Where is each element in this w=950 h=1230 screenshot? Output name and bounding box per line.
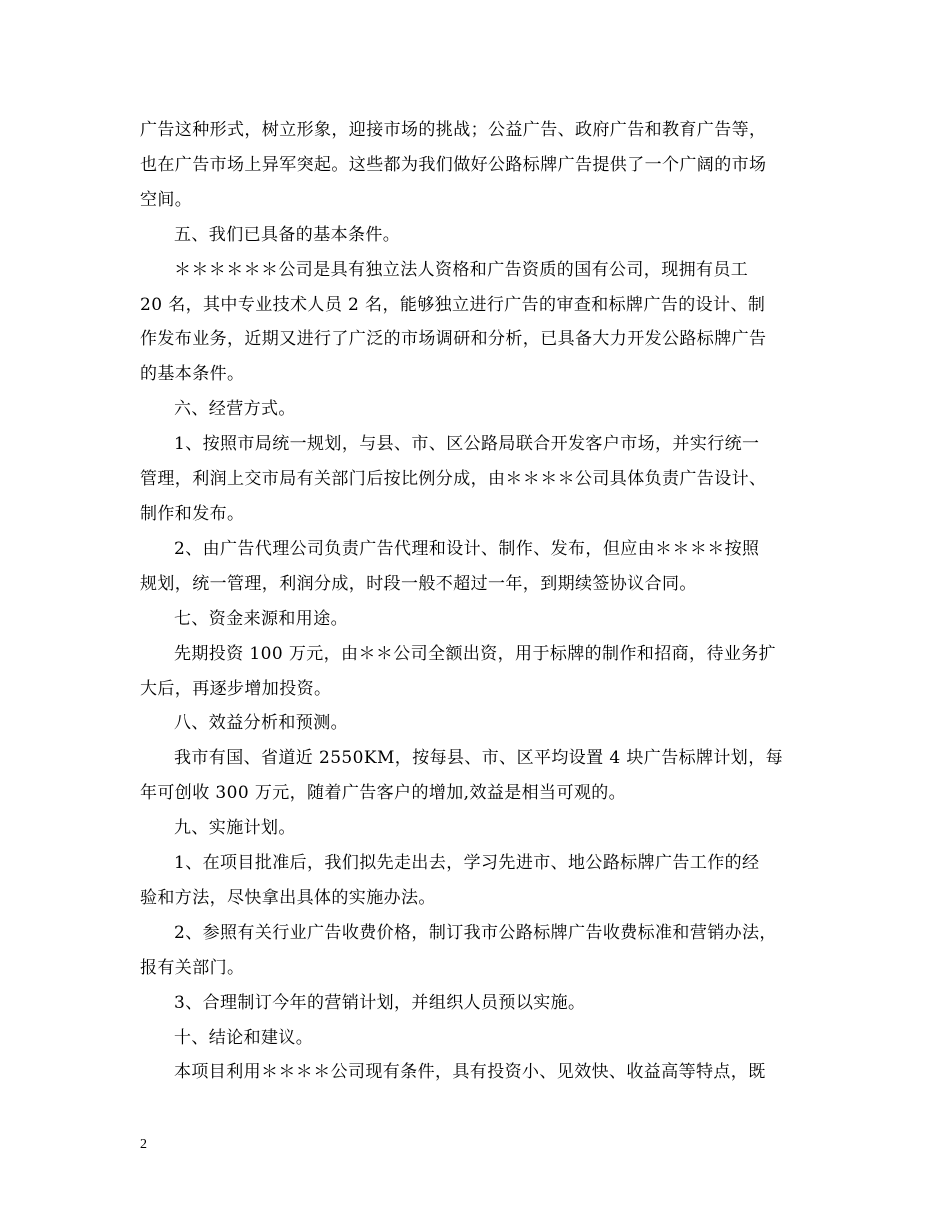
text-line: 六、经营方式。 xyxy=(174,399,296,420)
text-line: 制作和发布。 xyxy=(140,503,245,524)
text-line: 规划，统一管理，利润分成，时段一般不超过一年，到期续签协议合同。 xyxy=(140,573,697,594)
text-line: 空间。 xyxy=(140,189,193,210)
text-line: 年可创收 300 万元，随着广告客户的增加,效益是相当可观的。 xyxy=(140,783,627,804)
text-line: 报有关部门。 xyxy=(140,957,245,978)
text-line: 大后，再逐步增加投资。 xyxy=(140,678,332,699)
text-line: 1、在项目批准后，我们拟先走出去，学习先进市、地公路标牌广告工作的经 xyxy=(174,853,760,874)
text-line: 本项目利用＊＊＊＊公司现有条件，具有投资小、见效快、收益高等特点，既 xyxy=(174,1062,766,1083)
text-line: 3、合理制订今年的营销计划，并组织人员预以实施。 xyxy=(174,992,586,1013)
text-line: 20 名，其中专业技术人员 2 名，能够独立进行广告的审查和标牌广告的设计、制 xyxy=(140,294,766,315)
text-line: 八、效益分析和预测。 xyxy=(174,713,348,734)
text-line: 七、资金来源和用途。 xyxy=(174,608,348,629)
text-line: 管理，利润上交市局有关部门后按比例分成，由＊＊＊＊公司具体负责广告设计、 xyxy=(140,469,767,490)
page-number: 2 xyxy=(140,1137,147,1152)
text-line: 十、结论和建议。 xyxy=(174,1027,314,1048)
text-line: 广告这种形式，树立形象，迎接市场的挑战；公益广告、政府广告和教育广告等， xyxy=(140,120,767,140)
text-line: 1、按照市局统一规划，与县、市、区公路局联合开发客户市场，并实行统一 xyxy=(174,434,760,455)
text-line: 作发布业务，近期又进行了广泛的市场调研和分析，已具备大力开发公路标牌广告 xyxy=(140,329,767,350)
text-line: 我市有国、省道近 2550KM，按每县、市、区平均设置 4 块广告标牌计划，每 xyxy=(174,748,783,769)
document-body xyxy=(140,113,812,1090)
text-line: 也在广告市场上异军突起。这些都为我们做好公路标牌广告提供了一个广阔的市场 xyxy=(140,154,767,175)
text-line: ＊＊＊＊＊＊公司是具有独立法人资格和广告资质的国有公司，现拥有员工 xyxy=(174,259,749,280)
text-line: 验和方法，尽快拿出具体的实施办法。 xyxy=(140,887,436,908)
text-line: 五、我们已具备的基本条件。 xyxy=(174,224,401,245)
text-line: 先期投资 100 万元，由＊＊公司全额出资，用于标牌的制作和招商，待业务扩 xyxy=(174,643,777,664)
text-line: 2、参照有关行业广告收费价格，制订我市公路标牌广告收费标准和营销办法， xyxy=(174,922,777,943)
text-line: 2、由广告代理公司负责广告代理和设计、制作、发布，但应由＊＊＊＊按照 xyxy=(174,538,760,559)
text-line: 九、实施计划。 xyxy=(174,818,296,839)
text-line: 的基本条件。 xyxy=(140,364,245,385)
